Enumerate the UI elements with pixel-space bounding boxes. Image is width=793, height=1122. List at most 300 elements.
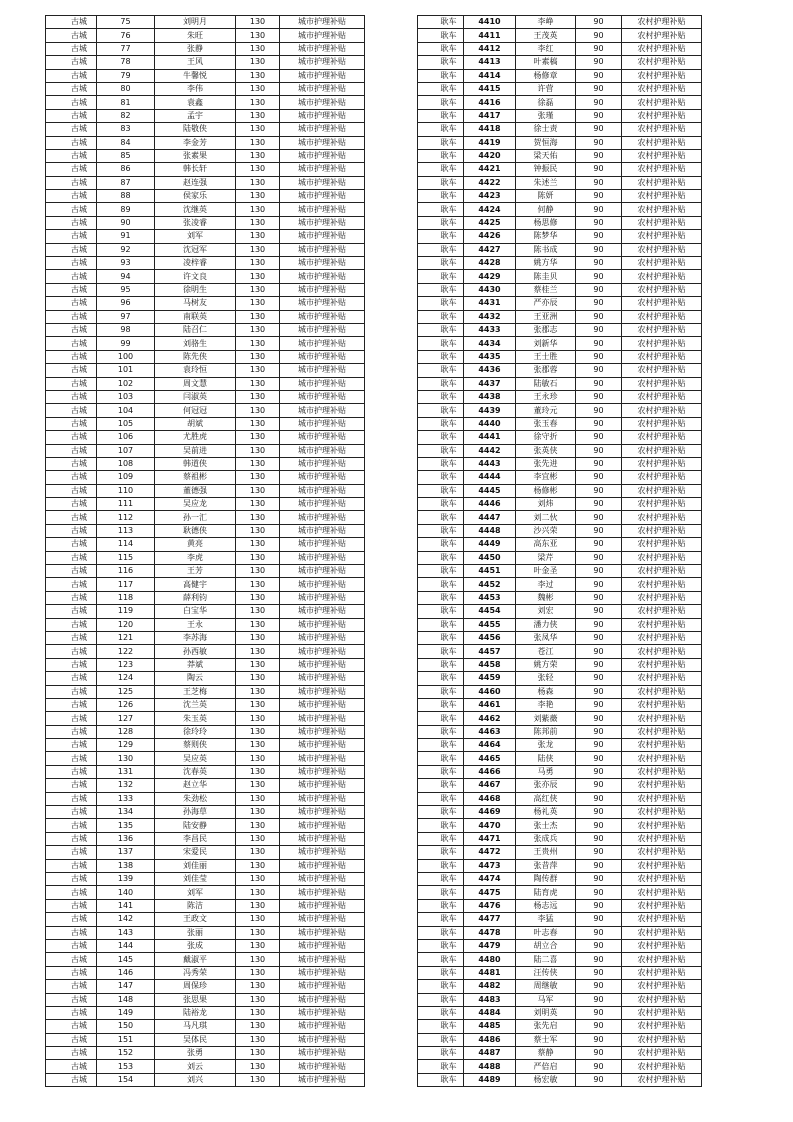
left-roster-table [45,15,365,1087]
subsidy-type-cell: 农村护理补贴 [622,605,702,618]
subsidy-type-cell: 农村护理补贴 [622,270,702,283]
subsidy-type-cell: 农村护理补贴 [622,819,702,832]
subsidy-type-cell: 农村护理补贴 [622,310,702,323]
table-row [46,886,365,899]
subsidy-type-cell: 农村护理补贴 [622,725,702,738]
record-number-cell: 129 [97,739,155,752]
table-row [46,806,365,819]
area-cell: 古城 [46,149,97,162]
record-number-cell: 4456 [464,631,516,644]
amount-cell: 130 [236,698,280,711]
table-row [418,444,702,457]
amount-cell: 90 [576,846,622,859]
person-name-cell: 陈妍 [516,190,576,203]
record-number-cell: 106 [97,431,155,444]
record-number-cell: 4458 [464,658,516,671]
table-row [46,29,365,42]
amount-cell: 90 [576,966,622,979]
person-name-cell: 贺恒海 [516,136,576,149]
area-cell: 耿车 [418,203,464,216]
subsidy-type-cell: 农村护理补贴 [622,283,702,296]
record-number-cell: 4415 [464,82,516,95]
person-name-cell: 李猛 [516,913,576,926]
table-row [418,806,702,819]
subsidy-type-cell: 城市护理补贴 [280,270,365,283]
person-name-cell: 李虎 [155,551,236,564]
subsidy-type-cell: 农村护理补贴 [622,618,702,631]
area-cell: 古城 [46,873,97,886]
table-row [418,792,702,805]
amount-cell: 90 [576,1073,622,1086]
person-name-cell: 杨宏敏 [516,1073,576,1086]
amount-cell: 90 [576,939,622,952]
area-cell: 耿车 [418,846,464,859]
table-row [418,672,702,685]
amount-cell: 130 [236,578,280,591]
amount-cell: 130 [236,886,280,899]
record-number-cell: 4453 [464,591,516,604]
amount-cell: 130 [236,779,280,792]
person-name-cell: 王政文 [155,913,236,926]
person-name-cell: 沙兴荣 [516,524,576,537]
table-row [418,270,702,283]
amount-cell: 130 [236,350,280,363]
table-row [46,698,365,711]
amount-cell: 90 [576,69,622,82]
record-number-cell: 4414 [464,69,516,82]
subsidy-type-cell: 农村护理补贴 [622,511,702,524]
subsidy-type-cell: 城市护理补贴 [280,96,365,109]
table-row [418,819,702,832]
area-cell: 古城 [46,337,97,350]
record-number-cell: 107 [97,444,155,457]
subsidy-type-cell: 农村护理补贴 [622,498,702,511]
amount-cell: 90 [576,457,622,470]
record-number-cell: 4436 [464,364,516,377]
table-row [418,109,702,122]
area-cell: 古城 [46,779,97,792]
amount-cell: 90 [576,538,622,551]
amount-cell: 90 [576,82,622,95]
area-cell: 耿车 [418,109,464,122]
subsidy-type-cell: 城市护理补贴 [280,203,365,216]
person-name-cell: 刘佳丽 [155,859,236,872]
record-number-cell: 77 [97,42,155,55]
person-name-cell: 闫淑英 [155,390,236,403]
table-row [418,149,702,162]
area-cell: 古城 [46,109,97,122]
person-name-cell: 蔡祖彬 [155,471,236,484]
table-row [46,323,365,336]
record-number-cell: 115 [97,551,155,564]
amount-cell: 130 [236,176,280,189]
subsidy-type-cell: 农村护理补贴 [622,243,702,256]
subsidy-type-cell: 城市护理补贴 [280,551,365,564]
record-number-cell: 4487 [464,1047,516,1060]
person-name-cell: 孙一汇 [155,511,236,524]
table-row [418,605,702,618]
amount-cell: 130 [236,565,280,578]
amount-cell: 90 [576,565,622,578]
table-row [46,939,365,952]
person-name-cell: 周继敏 [516,980,576,993]
table-row [46,16,365,29]
record-number-cell: 141 [97,899,155,912]
area-cell: 古城 [46,605,97,618]
amount-cell: 130 [236,993,280,1006]
person-name-cell: 陆敬侠 [155,123,236,136]
record-number-cell: 4465 [464,752,516,765]
record-number-cell: 4434 [464,337,516,350]
table-row [418,926,702,939]
area-cell: 古城 [46,176,97,189]
table-row [46,538,365,551]
area-cell: 古城 [46,323,97,336]
amount-cell: 90 [576,136,622,149]
person-name-cell: 陆育虎 [516,886,576,899]
amount-cell: 130 [236,645,280,658]
area-cell: 古城 [46,444,97,457]
record-number-cell: 111 [97,498,155,511]
record-number-cell: 4475 [464,886,516,899]
subsidy-type-cell: 城市护理补贴 [280,1033,365,1046]
record-number-cell: 4468 [464,792,516,805]
record-number-cell: 135 [97,819,155,832]
record-number-cell: 97 [97,310,155,323]
record-number-cell: 90 [97,216,155,229]
table-row [418,1073,702,1086]
subsidy-type-cell: 农村护理补贴 [622,96,702,109]
subsidy-type-cell: 农村护理补贴 [622,56,702,69]
person-name-cell: 张英侠 [516,444,576,457]
person-name-cell: 李宜彬 [516,471,576,484]
table-row [46,417,365,430]
amount-cell: 130 [236,230,280,243]
record-number-cell: 118 [97,591,155,604]
table-row [46,498,365,511]
record-number-cell: 88 [97,190,155,203]
subsidy-type-cell: 城市护理补贴 [280,56,365,69]
right-roster-table [417,15,702,1087]
area-cell: 古城 [46,578,97,591]
table-row [418,82,702,95]
area-cell: 古城 [46,1073,97,1086]
person-name-cell: 侯家乐 [155,190,236,203]
area-cell: 耿车 [418,819,464,832]
subsidy-type-cell: 农村护理补贴 [622,323,702,336]
area-cell: 耿车 [418,1006,464,1019]
table-row [46,56,365,69]
subsidy-type-cell: 农村护理补贴 [622,484,702,497]
area-cell: 耿车 [418,16,464,29]
subsidy-type-cell: 城市护理补贴 [280,190,365,203]
person-name-cell: 严倍启 [516,1060,576,1073]
subsidy-type-cell: 城市护理补贴 [280,846,365,859]
table-row [418,96,702,109]
person-name-cell: 朱劲松 [155,792,236,805]
person-name-cell: 蔡静 [516,1047,576,1060]
person-name-cell: 徐明生 [155,283,236,296]
subsidy-type-cell: 城市护理补贴 [280,725,365,738]
area-cell: 耿车 [418,645,464,658]
record-number-cell: 154 [97,1073,155,1086]
area-cell: 古城 [46,846,97,859]
amount-cell: 90 [576,1060,622,1073]
person-name-cell: 刘兴 [155,1073,236,1086]
table-row [46,123,365,136]
amount-cell: 90 [576,980,622,993]
person-name-cell: 黄亮 [155,538,236,551]
table-row [418,913,702,926]
record-number-cell: 140 [97,886,155,899]
subsidy-type-cell: 城市护理补贴 [280,297,365,310]
subsidy-type-cell: 城市护理补贴 [280,1060,365,1073]
subsidy-type-cell: 农村护理补贴 [622,216,702,229]
record-number-cell: 123 [97,658,155,671]
area-cell: 耿车 [418,270,464,283]
amount-cell: 130 [236,190,280,203]
area-cell: 古城 [46,310,97,323]
record-number-cell: 126 [97,698,155,711]
area-cell: 耿车 [418,792,464,805]
person-name-cell: 李红 [516,42,576,55]
amount-cell: 90 [576,524,622,537]
area-cell: 耿车 [418,524,464,537]
amount-cell: 130 [236,337,280,350]
area-cell: 古城 [46,725,97,738]
table-row [418,310,702,323]
table-row [418,323,702,336]
person-name-cell: 高健宇 [155,578,236,591]
amount-cell: 90 [576,605,622,618]
record-number-cell: 4452 [464,578,516,591]
table-row [418,417,702,430]
person-name-cell: 韩道侠 [155,457,236,470]
area-cell: 古城 [46,953,97,966]
subsidy-type-cell: 城市护理补贴 [280,350,365,363]
record-number-cell: 4442 [464,444,516,457]
amount-cell: 130 [236,216,280,229]
person-name-cell: 李峥 [516,16,576,29]
record-number-cell: 4462 [464,712,516,725]
subsidy-type-cell: 农村护理补贴 [622,190,702,203]
amount-cell: 90 [576,297,622,310]
subsidy-type-cell: 农村护理补贴 [622,658,702,671]
record-number-cell: 85 [97,149,155,162]
record-number-cell: 136 [97,832,155,845]
amount-cell: 130 [236,444,280,457]
subsidy-type-cell: 农村护理补贴 [622,109,702,122]
amount-cell: 130 [236,457,280,470]
record-number-cell: 112 [97,511,155,524]
record-number-cell: 128 [97,725,155,738]
record-number-cell: 99 [97,337,155,350]
area-cell: 耿车 [418,163,464,176]
record-number-cell: 133 [97,792,155,805]
subsidy-type-cell: 城市护理补贴 [280,739,365,752]
record-number-cell: 121 [97,631,155,644]
area-cell: 古城 [46,390,97,403]
area-cell: 古城 [46,243,97,256]
table-row [418,471,702,484]
amount-cell: 130 [236,283,280,296]
subsidy-type-cell: 农村护理补贴 [622,123,702,136]
table-row [46,980,365,993]
table-row [46,136,365,149]
subsidy-type-cell: 农村护理补贴 [622,176,702,189]
amount-cell: 90 [576,56,622,69]
person-name-cell: 张郡蓉 [516,364,576,377]
person-name-cell: 吴应龙 [155,498,236,511]
amount-cell: 90 [576,1033,622,1046]
subsidy-type-cell: 城市护理补贴 [280,484,365,497]
person-name-cell: 张勇 [155,1047,236,1060]
person-name-cell: 张士杰 [516,819,576,832]
person-name-cell: 陆召仁 [155,323,236,336]
subsidy-type-cell: 农村护理补贴 [622,752,702,765]
record-number-cell: 4455 [464,618,516,631]
record-number-cell: 101 [97,364,155,377]
person-name-cell: 牛馨悦 [155,69,236,82]
subsidy-type-cell: 农村护理补贴 [622,1033,702,1046]
record-number-cell: 4489 [464,1073,516,1086]
area-cell: 耿车 [418,257,464,270]
amount-cell: 130 [236,806,280,819]
person-name-cell: 王茂英 [516,29,576,42]
area-cell: 耿车 [418,1033,464,1046]
amount-cell: 130 [236,980,280,993]
person-name-cell: 李过 [516,578,576,591]
person-name-cell: 刘炜 [516,498,576,511]
table-row [418,524,702,537]
table-row [46,190,365,203]
record-number-cell: 4437 [464,377,516,390]
area-cell: 耿车 [418,123,464,136]
table-row [418,56,702,69]
table-row [46,1020,365,1033]
table-row [46,511,365,524]
person-name-cell: 戴淑平 [155,953,236,966]
record-number-cell: 4416 [464,96,516,109]
area-cell: 古城 [46,765,97,778]
record-number-cell: 4428 [464,257,516,270]
person-name-cell: 汪传侠 [516,966,576,979]
person-name-cell: 梁芹 [516,551,576,564]
subsidy-type-cell: 农村护理补贴 [622,792,702,805]
subsidy-type-cell: 农村护理补贴 [622,698,702,711]
subsidy-type-cell: 城市护理补贴 [280,953,365,966]
table-row [418,163,702,176]
person-name-cell: 孙西敏 [155,645,236,658]
person-name-cell: 陆安静 [155,819,236,832]
area-cell: 耿车 [418,605,464,618]
amount-cell: 90 [576,1047,622,1060]
table-row [46,873,365,886]
person-name-cell: 张凤华 [516,631,576,644]
table-row [418,297,702,310]
person-name-cell: 张丽 [155,926,236,939]
person-name-cell: 李艳 [516,698,576,711]
table-row [418,377,702,390]
area-cell: 古城 [46,283,97,296]
amount-cell: 90 [576,752,622,765]
subsidy-type-cell: 农村护理补贴 [622,471,702,484]
person-name-cell: 梁天佑 [516,149,576,162]
person-name-cell: 刘明月 [155,16,236,29]
record-number-cell: 78 [97,56,155,69]
person-name-cell: 莽斌 [155,658,236,671]
person-name-cell: 陈先侠 [155,350,236,363]
amount-cell: 130 [236,953,280,966]
table-row [46,257,365,270]
person-name-cell: 刘新华 [516,337,576,350]
subsidy-type-cell: 城市护理补贴 [280,752,365,765]
record-number-cell: 4423 [464,190,516,203]
amount-cell: 130 [236,618,280,631]
table-row [418,203,702,216]
record-number-cell: 93 [97,257,155,270]
area-cell: 耿车 [418,230,464,243]
record-number-cell: 4417 [464,109,516,122]
amount-cell: 90 [576,806,622,819]
record-number-cell: 119 [97,605,155,618]
subsidy-type-cell: 城市护理补贴 [280,565,365,578]
area-cell: 耿车 [418,1073,464,1086]
amount-cell: 130 [236,498,280,511]
table-row [46,243,365,256]
record-number-cell: 4430 [464,283,516,296]
person-name-cell: 张亦辰 [516,779,576,792]
record-number-cell: 4478 [464,926,516,939]
amount-cell: 130 [236,109,280,122]
record-number-cell: 4480 [464,953,516,966]
table-row [46,203,365,216]
record-number-cell: 103 [97,390,155,403]
amount-cell: 90 [576,243,622,256]
record-number-cell: 4411 [464,29,516,42]
amount-cell: 130 [236,524,280,537]
record-number-cell: 4488 [464,1060,516,1073]
person-name-cell: 袁鑫 [155,96,236,109]
record-number-cell: 98 [97,323,155,336]
subsidy-type-cell: 农村护理补贴 [622,980,702,993]
person-name-cell: 孟宇 [155,109,236,122]
person-name-cell: 马树友 [155,297,236,310]
area-cell: 古城 [46,471,97,484]
person-name-cell: 叶素稿 [516,56,576,69]
person-name-cell: 陈圭贝 [516,270,576,283]
area-cell: 古城 [46,136,97,149]
amount-cell: 90 [576,230,622,243]
subsidy-type-cell: 城市护理补贴 [280,859,365,872]
subsidy-type-cell: 农村护理补贴 [622,578,702,591]
subsidy-type-cell: 城市护理补贴 [280,136,365,149]
amount-cell: 90 [576,283,622,296]
subsidy-type-cell: 农村护理补贴 [622,993,702,1006]
record-number-cell: 4410 [464,16,516,29]
area-cell: 古城 [46,658,97,671]
area-cell: 古城 [46,913,97,926]
record-number-cell: 110 [97,484,155,497]
record-number-cell: 117 [97,578,155,591]
record-number-cell: 116 [97,565,155,578]
person-name-cell: 叶金圣 [516,565,576,578]
area-cell: 耿车 [418,42,464,55]
amount-cell: 90 [576,190,622,203]
record-number-cell: 86 [97,163,155,176]
amount-cell: 90 [576,149,622,162]
amount-cell: 130 [236,966,280,979]
